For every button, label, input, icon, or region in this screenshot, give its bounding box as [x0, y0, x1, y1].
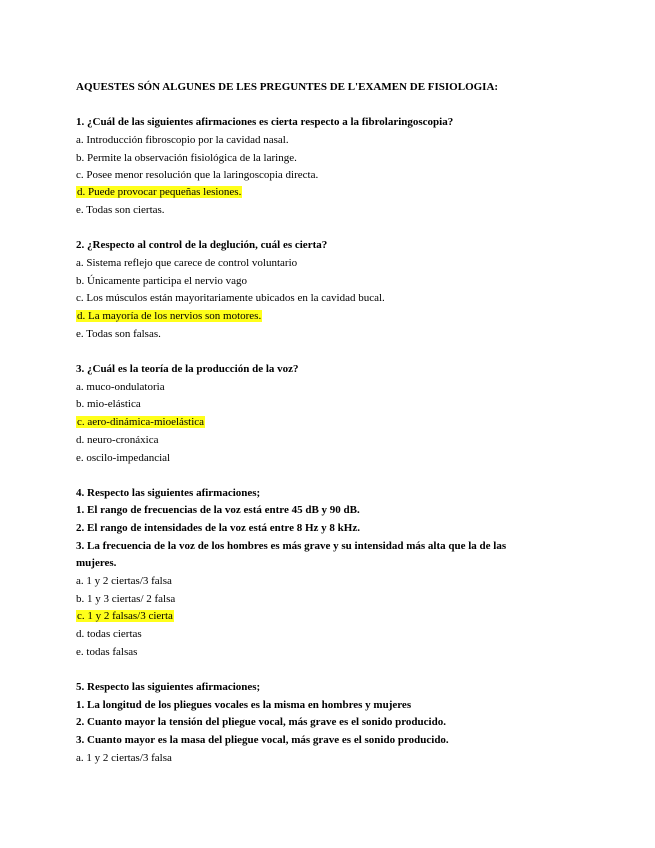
question-4-text: 4. Respecto las siguientes afirmaciones;	[76, 487, 261, 499]
question-1-option-b: b. Permite la observación fisiológica de la laringe.	[76, 152, 297, 164]
question-2-option-b: b. Únicamente participa el nervio vago	[76, 275, 248, 287]
question-4-statement-1: 1. El rango de frecuencias de la voz está entre 45 dB y 90 dB.	[76, 504, 360, 516]
question-5-text: 5. Respecto las siguientes afirmaciones;	[76, 681, 261, 693]
question-1-option-a: a. Introducción fibroscopio por la cavidad nasal.	[76, 134, 289, 146]
highlighted-answer: c. 1 y 2 falsas/3 cierta	[77, 610, 173, 622]
question-1-option-d	[76, 185, 242, 199]
question-4-option-b: b. 1 y 3 ciertas/ 2 falsa	[76, 593, 176, 605]
question-4-option-c	[76, 609, 174, 623]
highlighted-answer: d. Puede provocar pequeñas lesiones.	[77, 186, 242, 198]
question-5-option-a: a. 1 y 2 ciertas/3 falsa	[76, 752, 172, 764]
question-3-option-c	[76, 415, 205, 429]
highlighted-answer: d. La mayoría de los nervios son motores.	[77, 310, 262, 322]
question-3-text: 3. ¿Cuál es la teoría de la producción de la voz?	[76, 363, 299, 375]
question-1-option-c: c. Posee menor resolución que la laringoscopia directa.	[76, 169, 319, 181]
question-5-statement-3: 3. Cuanto mayor es la masa del pliegue vocal, más grave es el sonido producido.	[76, 734, 449, 746]
highlighted-answer: c. aero-dinámica-mioelástica	[77, 416, 205, 428]
question-2-option-c: c. Los músculos están mayoritariamente ubicados en la cavidad bucal.	[76, 292, 385, 304]
question-2-option-d	[76, 309, 262, 323]
question-3-option-a: a. muco-ondulatoria	[76, 381, 165, 393]
question-2-text: 2. ¿Respecto al control de la deglución, cuál es cierta?	[76, 239, 328, 251]
question-1-text: 1. ¿Cuál de las siguientes afirmaciones es cierta respecto a la fibrolaringoscopia?	[76, 116, 454, 128]
question-3-option-e: e. oscilo-impedancial	[76, 452, 171, 464]
question-4-statement-2: 2. El rango de intensidades de la voz está entre 8 Hz y 8 kHz.	[76, 522, 360, 534]
question-4-option-d: d. todas ciertas	[76, 628, 142, 640]
question-3-option-b: b. mio-elástica	[76, 398, 141, 410]
question-2-option-e: e. Todas son falsas.	[76, 328, 161, 340]
question-1-option-e: e. Todas son ciertas.	[76, 204, 165, 216]
question-4-statement-3-cont: mujeres.	[76, 557, 117, 569]
question-4-option-a: a. 1 y 2 ciertas/3 falsa	[76, 575, 172, 587]
question-4-statement-3: 3. La frecuencia de la voz de los hombres es más grave y su intensidad más alta que la de las	[76, 540, 507, 552]
question-4-option-e: e. todas falsas	[76, 646, 138, 658]
question-2-option-a: a. Sistema reflejo que carece de control voluntario	[76, 257, 298, 269]
document-page	[76, 0, 621, 848]
question-3-option-d: d. neuro-cronáxica	[76, 434, 159, 446]
question-5-statement-2: 2. Cuanto mayor la tensión del pliegue vocal, más grave es el sonido producido.	[76, 716, 446, 728]
question-5-statement-1: 1. La longitud de los pliegues vocales es la misma en hombres y mujeres	[76, 699, 412, 711]
document-title: AQUESTES SÓN ALGUNES DE LES PREGUNTES DE L'EXAMEN DE FISIOLOGIA:	[76, 81, 499, 93]
